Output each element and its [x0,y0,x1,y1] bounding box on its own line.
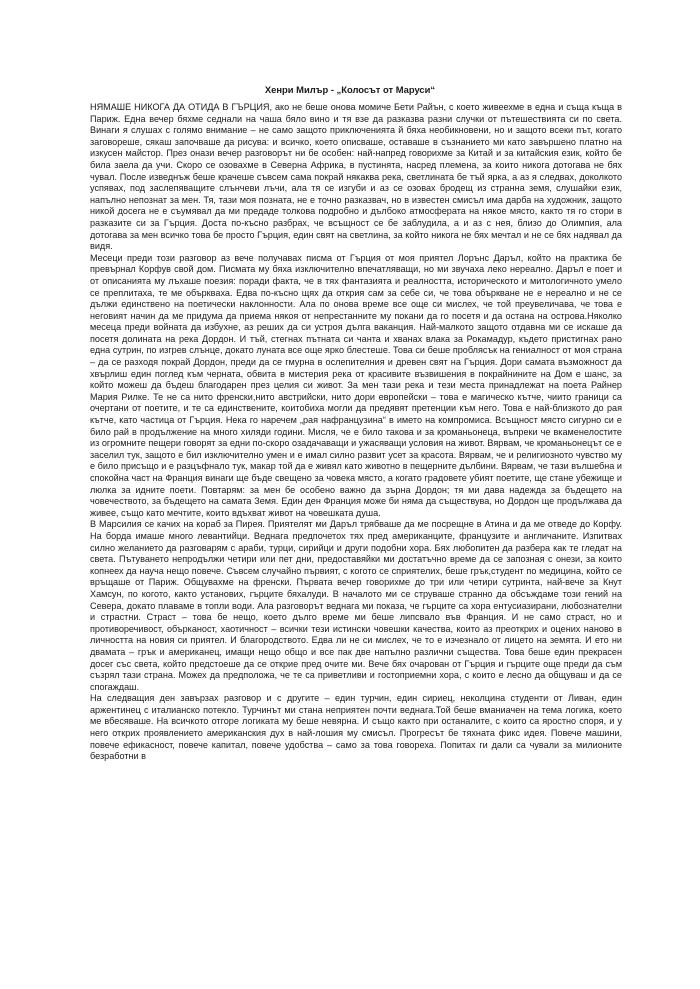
paragraph: В Марсилия се качих на кораб за Пирея. Приятелят ми Даръл трябваше да ме посрещне в Атина и да ме отведе до Корфу. На борда имаше много левантийци. Веднага предпочетох тях пред американците, французите и англичаните. Изпитвах силно желанието да разговарям с араби, турци, сирийци и други подобни хора. Бях любопитен да разбера как те гледат на света. Пътуването непродължи четири или пет дни, предоставяйки ми достатъчно време да се запозная с онези, за които копнеех да науча нещо повече. Съвсем случайно първият, с когото се сприятелих, беше грък,студент по медицина, който се връщаше от Париж. Общувахме на френски. Първата вечер говорихме до три или четири сутринта, най-вече за Кнут Хамсун, по когото, както установих, гърците бяхалуди. В началото ми се струваше странно да обсъждаме този гений на Севера, докато плаваме в топли води. Ала разговорът веднага ми показа, че гърците са хора ентусиазирани, любознателни и страстни. Страст – това бе нещо, което дълго време ми беше липсвало във Франция. И не само страст, но и противоречивост, обърканост, хаотичност – всички тези истински човешки качества, които аз преоткрих и оцених наново в личността на новия си приятел. И благородството. Едва ли не си мислех, че то е изчезнало от лицето на земята. И ето ни двамата – грък и американец, имащи нещо общо и все пак две напълно различни същества. Това беше един прекрасен досег със света, който предстоеше да се открие пред очите ми. Вече бях очарован от Гърция и гърците още преди да съм съзрял тази страна. Можех да предположа, че те са приветливи и гостоприемни хора, с които е лесно да общуваш и да се спогаждаш. [90,519,622,692]
paragraph: Месеци преди този разговор аз вече получавах писма от Гърция от моя приятел Лорънс Даръл, който на практика бе превърнал Корфув свой дом. Писмата му бяха изключително впечатляващи, но ми звучаха леко нереално. Даръл е поет и от описанията му лъхаше поезия: поради факта, че в тях фантазията и реалността, историческото и митологичното умело се преплитаха, те ме объркваха. Едва по-късно щях да открия сам за себе си, че това объркване не е нереално и не се дължи единствено на поетически наклонности. Ала по онова време все още си мислех, че той преувеличава, че това е неговият начин да ме придума да приема някоя от непрестанните му покани да го посетя и да остана на острова.Няколко месеца преди войната да избухне, аз реших да си устроя дълга ваканция. Най-малкото защото отдавна ми се искаше да посетя долината на река Дордон. И тъй, стегнах пътната си чанта и хванах влака за Рокамадур, където пристигнах рано една сутрин, по изгрев слънце, докато луната все още ярко блестеше. Това си беше проблясък на гениалност от моя страна – да се разходя покрай Дордон, преди да се гмурна в ослепителния и древен свят на Гърция. Дори самата възможност да хвърлиш един поглед към черната, обвита в мистерия река от красивите възвишения в покрайнините на Дом е шанс, за който можеш да бъдеш благодарен през целия си живот. За мен тази река и тези места принадлежат на поета Райнер Мария Рилке. Те не са нито френски,нито австрийски, нито дори европейски – това е магическо кътче, чиито граници са очертани от поетите, и те са единствените, коитобиха могли да предявят претенции към него. Това е най-близкото до рая кътче, като частица от Гърция. Нека го наречем „рая нафранцузина“ в името на компромиса. Всъщност място сигурно си е било рай в продължение на много хиляди години. Мисля, че е било такова и за кроманьонеца, въпреки че вкаменелостите из огромните пещери говорят за едни по-скоро озадачаващи и ужасяващи условия на живот. Вярвам, че кроманьонецът се е заселил тук, защото е бил изключително умен и е имал силно развит усет за красота. Вярвам, че и религиозното чувство му е било присъщо и е разцъфнало тук, макар той да е живял като животно в пещерните дълбини. Вярвам, че тази вълшебна и спокойна част на Франция винаги ще бъде свещено за човека място, а когато градовете убият поетите, ще стане убежище и люлка за идните поети. Повтарям: за мен бе особено важно да зърна Дордон; тя ми дава надежда за бъдещето на човечеството, за бъдещето на самата Земя. Един ден Франция може би няма да съществува, но Дордон ще продължава да живее, също като мечтите, които вдъхват живот на човешката душа. [90,252,622,518]
paragraph: НЯМАШЕ НИКОГА ДА ОТИДА В ГЪРЦИЯ, ако не беше онова момиче Бети Райън, с което живеехме в една и съща къща в Париж. Една вечер бяхме седнали на чаша бяло вино и тя взе да разказва разни случки от пътешествията си по света. Винаги я слушах с голямо внимание – не само защото приключенията й бяха необикновени, но и защото всеки път, когато заговореше, сякаш започваше да рисува: и всичко, което описваше, оставаше в съзнанието ми като завършено платно на изкусен майстор. През онази вечер разговорът ни бе особен: най-напред говорихме за Китай и за китайския език, който бе била заела да учи. Скоро се озовахме в Северна Африка, в пустинята, насред племена, за които никога дотогава не бях чувал. После изведнъж беше крачеше съвсем сама покрай някаква река, светлината бе тъй ярка, а аз я следвах, доколкото успявах, под заслепяващите слънчеви лъчи, ала тя се изгуби и аз се озовах бродещ из странна земя, слушайки език, напълно непознат за мен. Тя, тази моя позната, не е точно разказвач, но в известен смисъл има дарба на художник, защото никой досега не е съумявал да ми предаде толкова подробно и дълбоко атмосферата на някое място, както тя го стори в разказите си за Гърция. Доста по-късно разбрах, че всъщност се бе заблудила, а и аз с нея, близо до Олимпия, ала дотогава за мен всичко това бе просто Гърция, един свят на светлина, за който никога не бях мечтал и не се бях надявал да видя. [90,102,622,252]
document-title: Хенри Милър - „Колосът от Маруси“ [264,84,436,95]
document-body [90,102,622,763]
paragraph: На следващия ден завързах разговор и с другите – един турчин, един сириец, неколцина студенти от Ливан, един аржентинец с италианско потекло. Турчинът ми стана неприятен почти веднага.Той беше вманиачен на тема логика, което ме вбесяваше. На всичкото отгоре логиката му беше невярна. И също както при останалите, с които са яростно споря, и у него открих проявлението американския дух в най-лошия му смисъл. Прогресът бе тяхната фикс идея. Повече машини, повече ефикасност, повече капитал, повече удобства – само за това говореха. Попитах ги дали са чували за милионите безработни в [90,693,622,762]
